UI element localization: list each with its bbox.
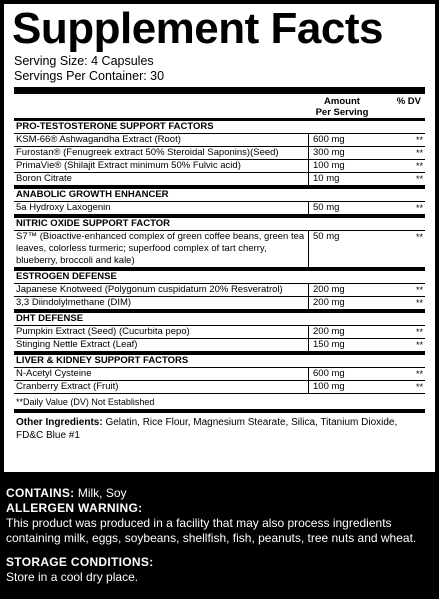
ingredient-row bbox=[14, 202, 425, 215]
other-ingredients bbox=[4, 413, 435, 442]
dv-footnote: **Daily Value (DV) Not Established bbox=[14, 394, 425, 413]
ingredient-row bbox=[14, 326, 425, 339]
ingredient-dv: ** bbox=[415, 161, 423, 171]
storage-heading: STORAGE CONDITIONS: bbox=[6, 555, 154, 569]
ingredient-dv: ** bbox=[415, 298, 423, 308]
ingredient-dv: ** bbox=[415, 174, 423, 184]
amount-header bbox=[312, 96, 372, 118]
ingredient-amount: 600 mg bbox=[308, 134, 378, 146]
ingredient-amount: 600 mg bbox=[308, 368, 378, 380]
ingredient-dv: ** bbox=[415, 148, 423, 158]
ingredient-name: Japanese Knotweed (Polygonum cuspidatum 20% Resveratrol) bbox=[16, 284, 283, 295]
ingredient-name: Furostan® (Fenugreek extract 50% Steroidal Saponins)(Seed) bbox=[16, 147, 279, 158]
ingredient-dv: ** bbox=[415, 232, 423, 242]
ingredient-row bbox=[14, 134, 425, 147]
ingredient-name: Pumpkin Extract (Seed) (Cucurbita pepo) bbox=[16, 326, 190, 337]
ingredient-dv: ** bbox=[415, 327, 423, 337]
ingredient-amount: 150 mg bbox=[308, 339, 378, 351]
ingredient-row bbox=[14, 297, 425, 310]
ingredient-dv: ** bbox=[415, 369, 423, 379]
contains-label: CONTAINS: bbox=[6, 486, 75, 500]
ingredient-row bbox=[14, 381, 425, 394]
ingredient-row bbox=[14, 284, 425, 297]
ingredient-amount: 10 mg bbox=[308, 173, 378, 185]
ingredient-dv: ** bbox=[415, 203, 423, 213]
ingredient-amount: 200 mg bbox=[308, 284, 378, 296]
ingredient-name: 5a Hydroxy Laxogenin bbox=[16, 202, 111, 213]
supplement-facts-panel bbox=[4, 4, 435, 472]
ingredient-row bbox=[14, 160, 425, 173]
amount-header-line2: Per Serving bbox=[315, 107, 369, 118]
ingredient-dv: ** bbox=[415, 340, 423, 350]
allergen-heading: ALLERGEN WARNING: bbox=[6, 501, 143, 515]
section-heading: ANABOLIC GROWTH ENHANCER bbox=[14, 189, 425, 202]
servings-per-container: Servings Per Container: 30 bbox=[14, 69, 165, 83]
serving-size: Serving Size: 4 Capsules bbox=[14, 54, 154, 68]
column-headers bbox=[14, 94, 425, 118]
ingredient-name: KSM-66® Ashwagandha Extract (Root) bbox=[16, 134, 181, 145]
ingredient-name: PrimaVie® (Shilajit Extract minimum 50% Fulvic acid) bbox=[16, 160, 241, 171]
contains-line bbox=[6, 486, 433, 501]
ingredient-amount: 50 mg bbox=[308, 231, 378, 267]
ingredient-amount: 100 mg bbox=[308, 160, 378, 172]
other-ingredients-text: Gelatin, Rice Flour, Magnesium Stearate, Silica, Titanium Dioxide, FD&C Blue #1 bbox=[16, 417, 398, 441]
ingredient-row bbox=[14, 368, 425, 381]
section-heading: LIVER & KIDNEY SUPPORT FACTORS bbox=[14, 355, 425, 368]
storage-text: Store in a cool dry place. bbox=[6, 570, 139, 584]
ingredient-amount: 200 mg bbox=[308, 297, 378, 309]
section-heading: NITRIC OXIDE SUPPORT FACTOR bbox=[14, 218, 425, 231]
thick-divider bbox=[14, 87, 425, 94]
ingredient-row bbox=[14, 147, 425, 160]
ingredient-table bbox=[14, 121, 425, 413]
ingredient-amount: 200 mg bbox=[308, 326, 378, 338]
allergen-text: This product was produced in a facility that may also process ingredients containing milk, eggs, soybeans, shellfish, fish, peanuts, tree nuts and wheat. bbox=[6, 516, 417, 545]
panel-title: Supplement Facts bbox=[12, 4, 383, 53]
ingredient-amount: 100 mg bbox=[308, 381, 378, 393]
ingredient-name: N-Acetyl Cysteine bbox=[16, 368, 92, 379]
ingredient-dv: ** bbox=[415, 135, 423, 145]
ingredient-dv: ** bbox=[415, 382, 423, 392]
section-heading: ESTROGEN DEFENSE bbox=[14, 271, 425, 284]
ingredient-amount: 50 mg bbox=[308, 202, 378, 214]
label-info bbox=[6, 486, 433, 585]
ingredient-amount: 300 mg bbox=[308, 147, 378, 159]
dv-header: % DV bbox=[396, 96, 421, 107]
other-ingredients-label: Other Ingredients: bbox=[16, 417, 103, 428]
ingredient-name: Boron Citrate bbox=[16, 173, 72, 184]
ingredient-name: Stinging Nettle Extract (Leaf) bbox=[16, 339, 138, 350]
ingredient-dv: ** bbox=[415, 285, 423, 295]
ingredient-row bbox=[14, 231, 425, 268]
section-heading: DHT DEFENSE bbox=[14, 313, 425, 326]
ingredient-name: 3,3 Diindolylmethane (DIM) bbox=[16, 297, 132, 308]
ingredient-row bbox=[14, 339, 425, 352]
contains-text: Milk, Soy bbox=[77, 486, 127, 500]
ingredient-name: Cranberry Extract (Fruit) bbox=[16, 381, 119, 392]
amount-header-line1: Amount bbox=[324, 96, 360, 107]
ingredient-name: S7™ (Bioactive-enhanced complex of green coffee beans, green tea leaves, colorless turmeric; superfood complex of tart cherry, blueberry, broccoli and kale) bbox=[16, 231, 305, 266]
ingredient-row bbox=[14, 173, 425, 186]
section-heading: PRO-TESTOSTERONE SUPPORT FACTORS bbox=[14, 121, 425, 134]
